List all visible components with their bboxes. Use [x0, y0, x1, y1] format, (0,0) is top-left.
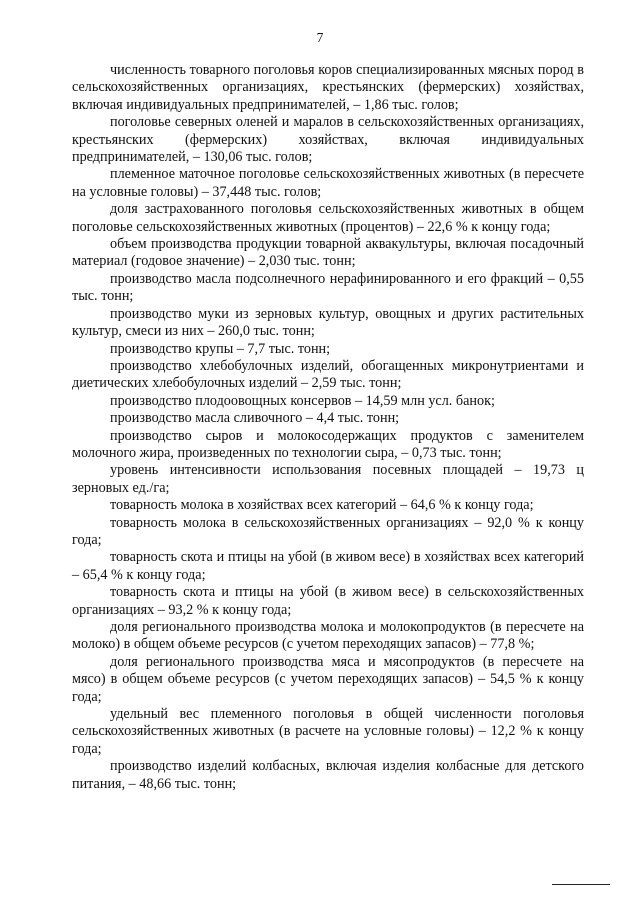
paragraph: производство плодоовощных консервов – 14,59 млн усл. банок;: [110, 392, 495, 409]
paragraph: численность товарного поголовья коров специализированных мясных пород в сельскохозяйственных организациях, крестьянских (фермерских) хозяйствах, включая индивидуальных предпринимателей, – 1,86 тыс. голов;: [72, 62, 584, 113]
paragraph: доля регионального производства молока и молокопродуктов (в пересчете на молоко) в общем объеме ресурсов (с учетом переходящих запасов) – 77,8 %;: [72, 619, 584, 653]
paragraph: уровень интенсивности использования посевных площадей – 19,73 ц зерновых ед./га;: [72, 462, 584, 496]
paragraph: племенное маточное поголовье сельскохозяйственных животных (в пересчете на условные головы) – 37,448 тыс. голов;: [72, 166, 584, 200]
paragraph: производство сыров и молокосодержащих продуктов с заменителем молочного жира, произведенных по технологии сыра, – 0,73 тыс. тонн;: [72, 427, 584, 461]
paragraph: удельный вес племенного поголовья в общей численности поголовья сельскохозяйственных животных (в расчете на условные головы) – 12,2 % к концу года;: [72, 706, 584, 757]
paragraph: товарность молока в сельскохозяйственных организациях – 92,0 % к концу года;: [72, 514, 584, 548]
paragraph: производство масла подсолнечного нерафинированного и его фракций – 0,55 тыс. тонн;: [72, 270, 584, 305]
paragraph: производство масла сливочного – 4,4 тыс. тонн;: [110, 410, 400, 427]
paragraph: товарность скота и птицы на убой (в живом весе) в сельскохозяйственных организациях – 93,2 % к концу года;: [72, 584, 584, 618]
footer-rule: [552, 884, 610, 885]
paragraph: товарность молока в хозяйствах всех категорий – 64,6 % к концу года;: [110, 497, 534, 514]
paragraph: производство хлебобулочных изделий, обогащенных микронутриентами и диетических хлебобулочных изделий – 2,59 тыс. тонн;: [72, 357, 584, 392]
paragraph: поголовье северных оленей и маралов в сельскохозяйственных организациях, крестьянских (фермерских) хозяйствах, включая индивидуальных предпринимателей, – 130,06 тыс. голов;: [72, 114, 584, 166]
page-number: 7: [316, 30, 324, 45]
paragraph: объем производства продукции товарной аквакультуры, включая посадочный материал (годовое значение) – 2,030 тыс. тонн;: [72, 236, 584, 270]
paragraph: доля застрахованного поголовья сельскохозяйственных животных в общем поголовье сельскохозяйственных животных (процентов) – 22,6 % к концу года;: [72, 201, 584, 235]
paragraph: производство крупы – 7,7 тыс. тонн;: [110, 340, 331, 357]
paragraph: товарность скота и птицы на убой (в живом весе) в хозяйствах всех категорий – 65,4 % к концу года;: [72, 549, 584, 583]
paragraph: доля регионального производства мяса и мясопродуктов (в пересчете на мясо) в общем объеме ресурсов (с учетом переходящих запасов) – 54,5 % к концу года;: [72, 653, 584, 705]
paragraph: производство изделий колбасных, включая изделия колбасные для детского питания, – 48,66 тыс. тонн;: [72, 758, 584, 792]
paragraph: производство муки из зерновых культур, овощных и других растительных культур, смеси из них – 260,0 тыс. тонн;: [72, 305, 584, 340]
document-body: [72, 62, 584, 793]
